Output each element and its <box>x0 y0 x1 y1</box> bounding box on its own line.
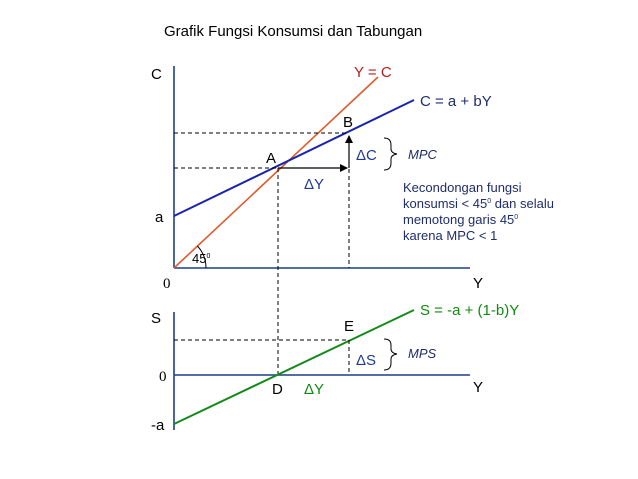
bottom-x-axis-label: Y <box>473 379 484 396</box>
note-line-1: Kecondongan fungsi <box>403 180 522 195</box>
bottom-y-axis-label: S <box>151 310 162 327</box>
intercept-minus-a-label: -a <box>151 417 165 434</box>
intercept-a-label: a <box>155 209 164 226</box>
line-45-label: Y = C <box>354 64 392 81</box>
mps-label: MPS <box>408 346 437 361</box>
point-a-label: A <box>266 150 277 167</box>
note-line-4: karena MPC < 1 <box>403 228 498 243</box>
bottom-zero-label: 0 <box>159 369 167 385</box>
mpc-brace <box>384 138 397 170</box>
saving-line <box>174 310 414 424</box>
top-y-axis-label: C <box>151 66 162 83</box>
delta-y-label-bottom: ΔY <box>304 381 325 398</box>
consumption-line <box>174 100 414 216</box>
saving-line-label: S = -a + (1-b)Y <box>420 302 520 319</box>
consumption-line-label: C = a + bY <box>420 93 492 110</box>
diagram-title: Grafik Fungsi Konsumsi dan Tabungan <box>164 23 423 40</box>
point-e-label: E <box>344 318 355 335</box>
mps-brace <box>384 339 397 370</box>
delta-c-label: ΔC <box>356 147 377 164</box>
delta-y-label-top: ΔY <box>304 176 325 193</box>
slope-note <box>403 180 554 243</box>
mpc-label: MPC <box>408 147 437 162</box>
point-d-label: D <box>272 381 283 398</box>
point-b-label: B <box>343 114 354 131</box>
note-line-2: konsumsi < $45^0$ dan selalu <box>403 196 554 211</box>
delta-s-label: ΔS <box>356 352 377 369</box>
note-line-3: memotong garis $45^0$ <box>403 212 519 227</box>
angle-label: $45^0$ <box>192 251 211 266</box>
origin-label: 0 <box>163 276 171 292</box>
top-x-axis-label: Y <box>473 275 484 292</box>
line-45-degree <box>174 77 378 268</box>
